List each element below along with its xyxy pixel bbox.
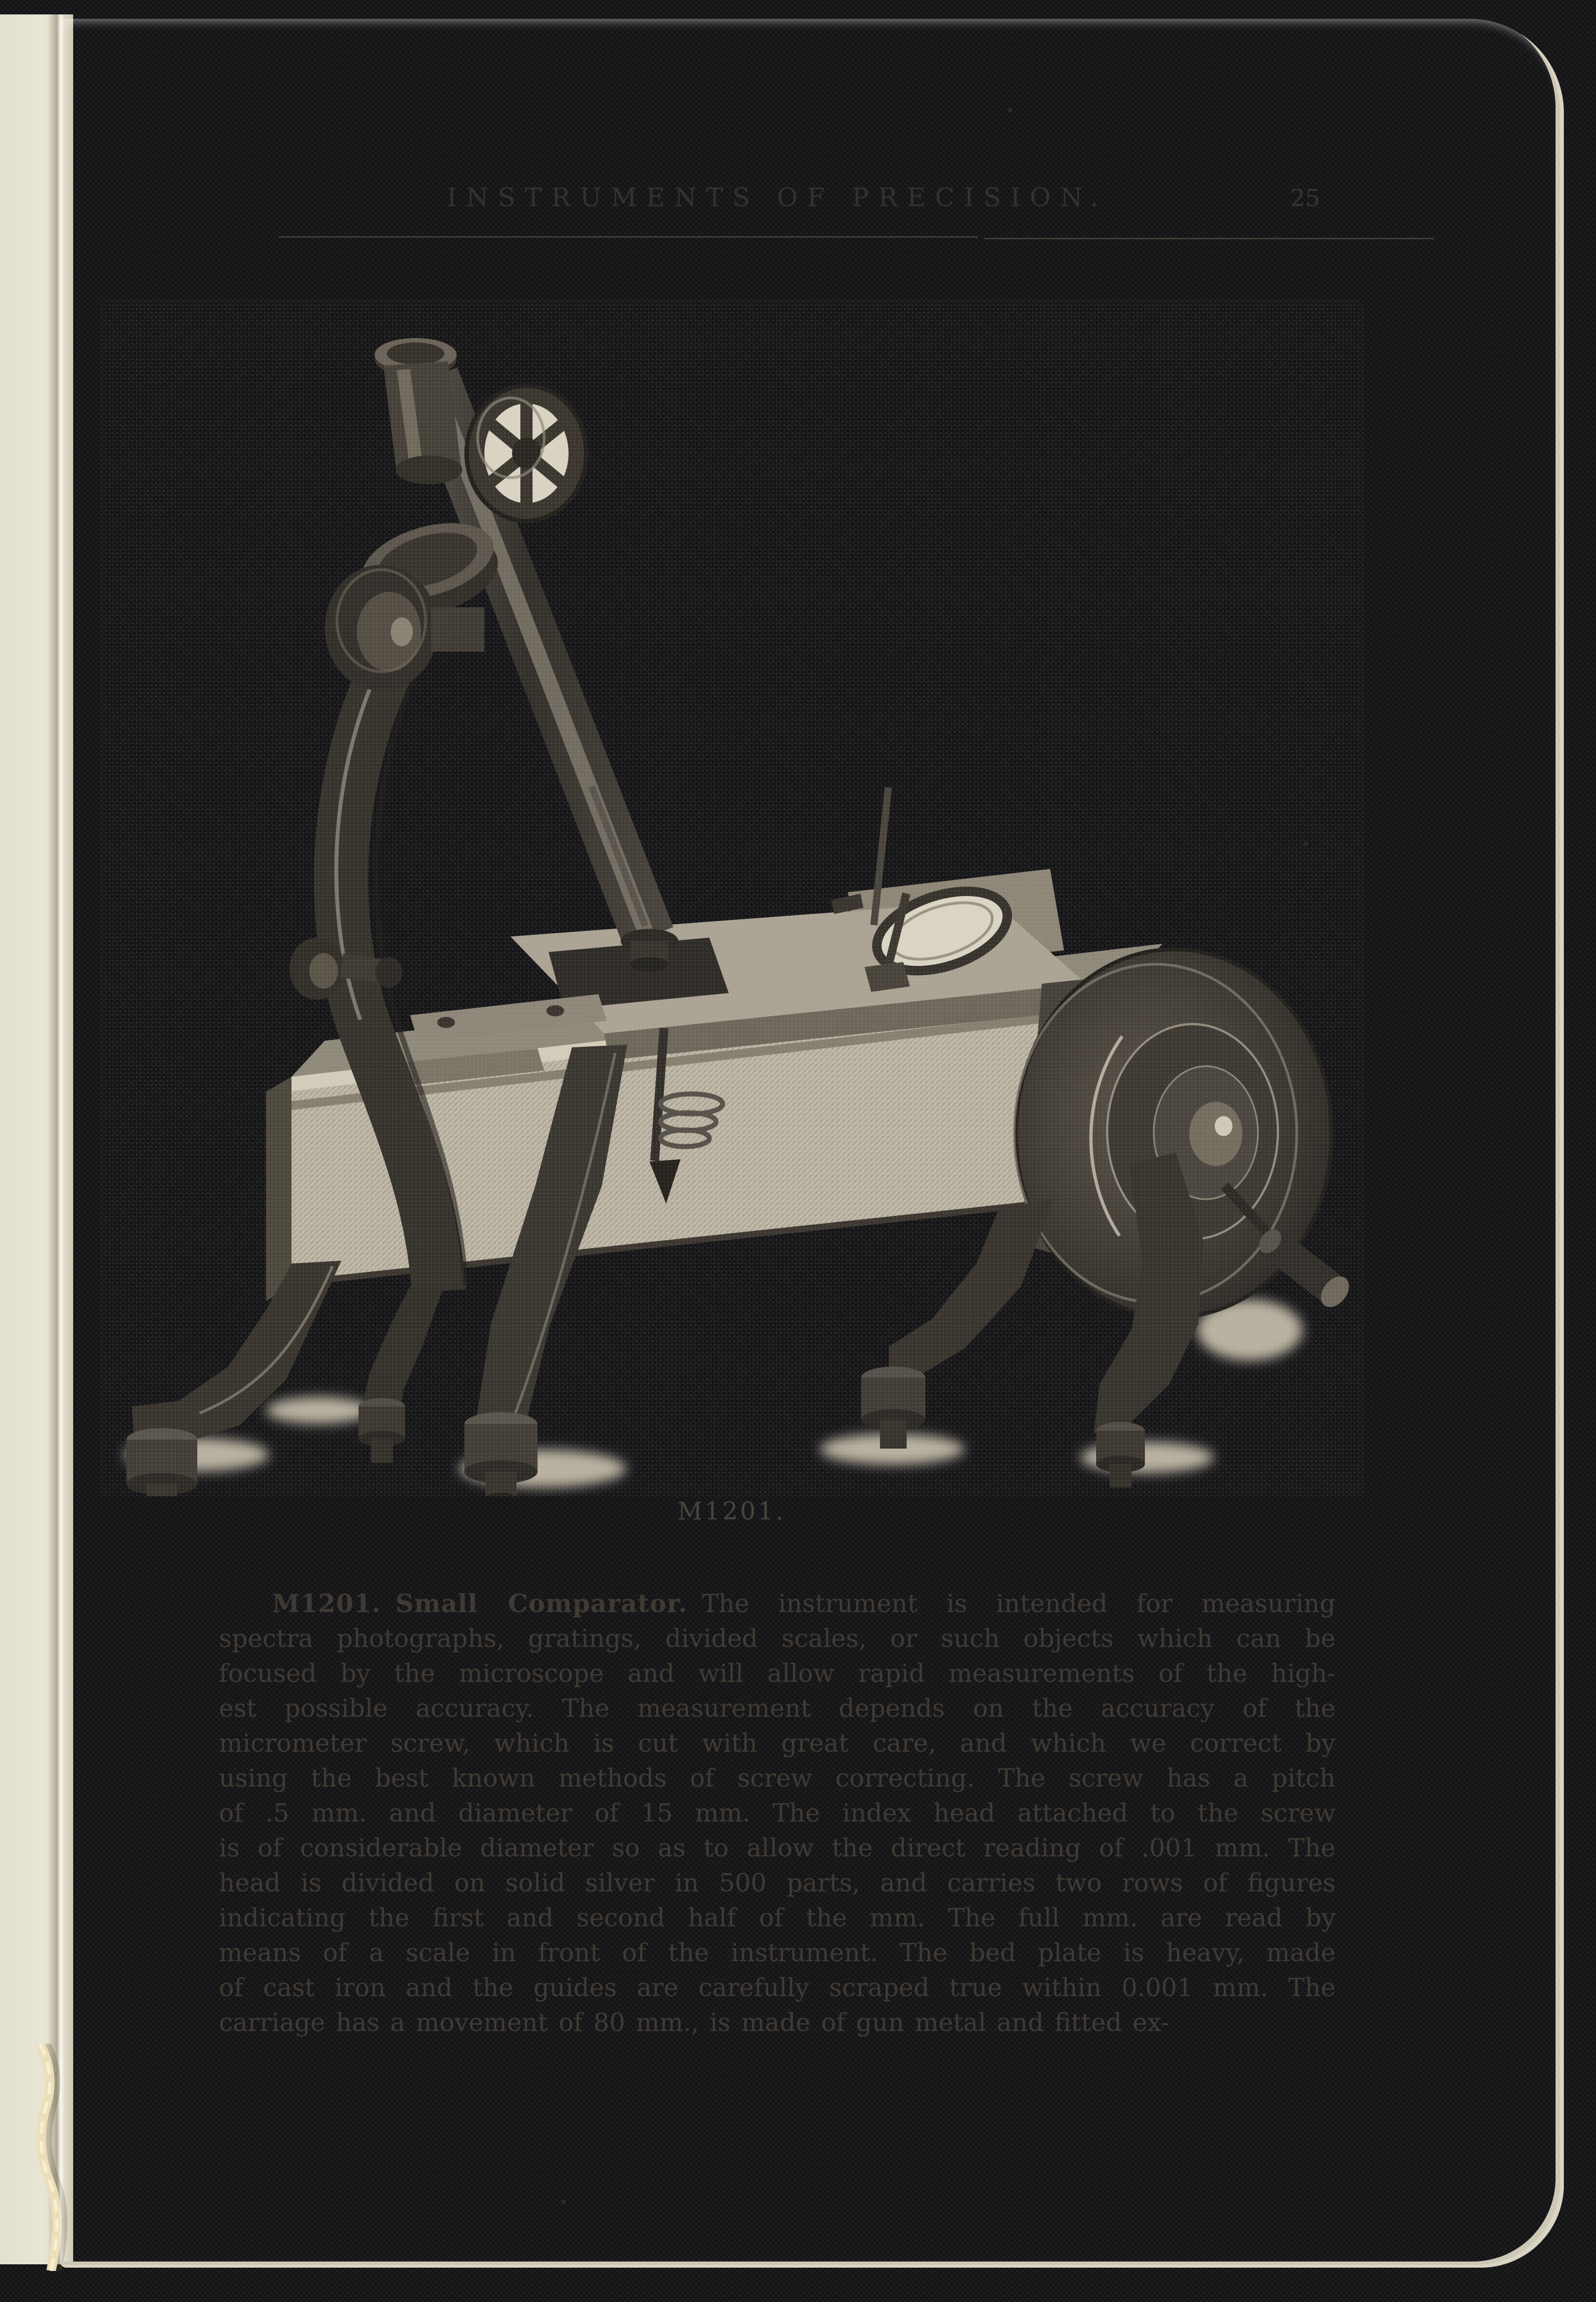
paragraph-line: means of a scale in front of the instrument. The bed plate is heavy, made [219,1938,1336,1967]
paragraph-line: carriage has a movement of 80 mm., is made of gun metal and fitted ex- [219,2008,1170,2037]
running-head [219,182,1336,227]
paragraph-line: is of considerable diameter so as to allow the direct reading of .001 mm. The [219,1833,1336,1863]
foxing-spot [1007,108,1012,112]
foxing-spot [561,2199,566,2204]
catalog-page [60,19,1564,2268]
comparator-figure [100,299,1363,1496]
page-title: INSTRUMENTS OF PRECISION. [447,182,1108,212]
body-paragraph [219,1586,1336,2040]
page-number: 25 [1290,185,1320,212]
product-name-lead: Small Comparator. [395,1589,688,1618]
model-number-lead: M1201. [272,1589,381,1618]
comparator-photo [100,299,1363,1496]
halftone-overlay [100,299,1363,1496]
paragraph-line: focused by the microscope and will allow rapid measurements of the high- [219,1659,1336,1688]
header-rule-right [984,238,1434,239]
paragraph-line: using the best known methods of screw correcting. The screw has a pitch [219,1763,1336,1793]
paragraph-line: est possible accuracy. The measurement depends on the accuracy of the [219,1694,1336,1723]
paragraph-line: spectra photographs, gratings, divided scales, or such objects which can be [219,1624,1336,1653]
paragraph-line: of .5 mm. and diameter of 15 mm. The index head attached to the screw [219,1798,1336,1828]
paragraph-line: head is divided on solid silver in 500 parts, and carries two rows of figures [219,1868,1336,1897]
figure-caption: M1201. [677,1497,786,1526]
paragraph-line: of cast iron and the guides are carefully scraped true within 0.001 mm. The [219,1973,1336,2002]
header-rule-left [279,236,978,238]
paragraph-line: micrometer screw, which is cut with great care, and which we correct by [219,1728,1336,1758]
paragraph-line [219,1586,1336,1621]
line-text: The instrument is intended for measuring [702,1589,1336,1618]
paragraph-line: indicating the first and second half of the mm. The full mm. are read by [219,1903,1336,1932]
